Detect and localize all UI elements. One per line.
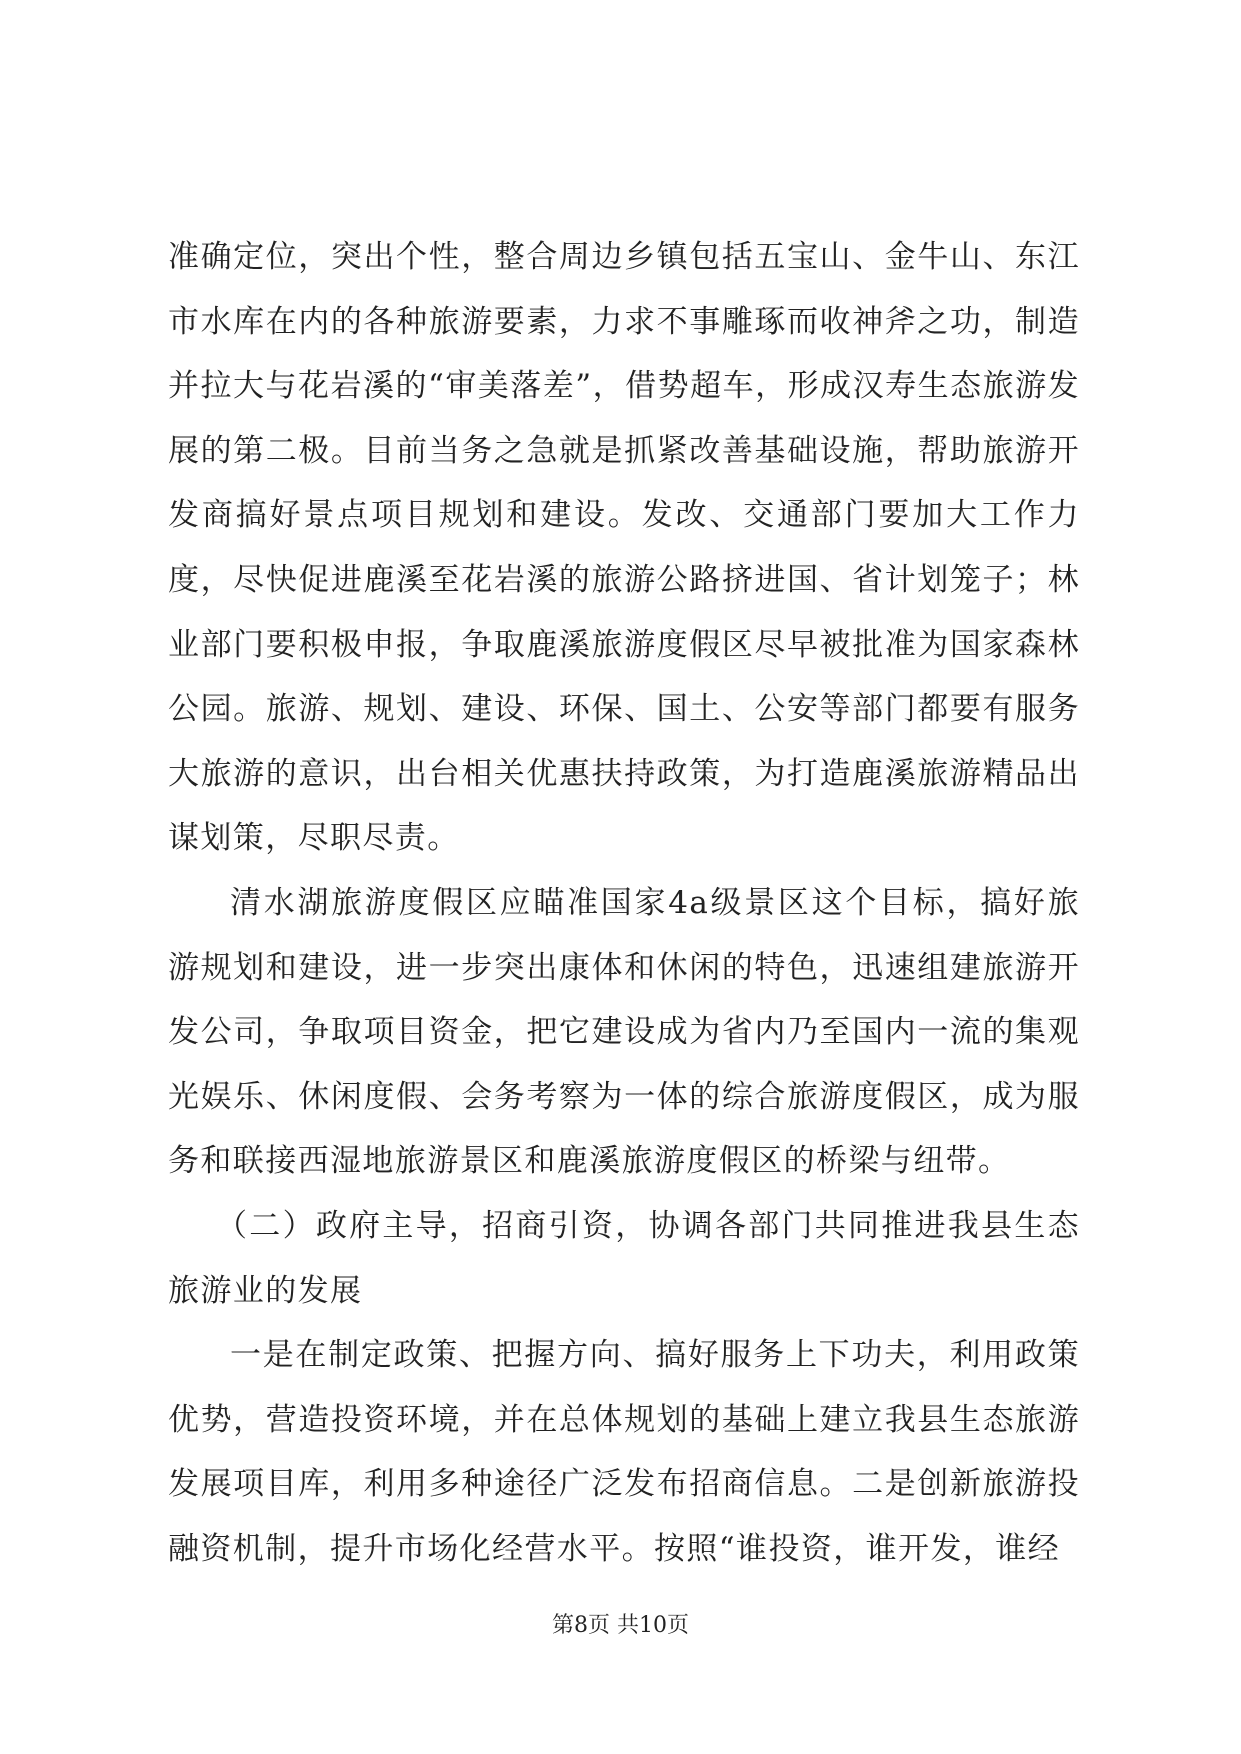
document-body — [168, 225, 1080, 1581]
page-number-footer: 第8页 共10页 — [552, 1613, 689, 1638]
paragraph-qingshuihu: 清水湖旅游度假区应瞄准国家4a级景区这个目标，搞好旅游规划和建设，进一步突出康体和休闲的特色，迅速组建旅游开发公司，争取项目资金，把它建设成为省内乃至国内一流的集观光娱乐、休闲度假、会务考察为一体的综合旅游度假区，成为服务和联接西湿地旅游景区和鹿溪旅游度假区的桥梁与纽带。 — [168, 884, 1080, 1180]
paragraph-continuation: 准确定位，突出个性，整合周边乡镇包括五宝山、金牛山、东江市水库在内的各种旅游要素，力求不事雕琢而收神斧之功，制造并拉大与花岩溪的“审美落差”，借势超车，形成汉寿生态旅游发展的第二极。目前当务之急就是抓紧改善基础设施，帮助旅游开发商搞好景点项目规划和建设。发改、交通部门要加大工作力度，尽快促进鹿溪至花岩溪的旅游公路挤进国、省计划笼子；林业部门要积极申报，争取鹿溪旅游度假区尽早被批准为国家森林公园。旅游、规划、建设、环保、国土、公安等部门都要有服务大旅游的意识，出台相关优惠扶持政策，为打造鹿溪旅游精品出谋划策，尽职尽责。 — [168, 239, 1080, 857]
section-heading-2: （二）政府主导，招商引资，协调各部门共同推进我县生态旅游业的发展 — [168, 1207, 1080, 1309]
paragraph-government-policy: 一是在制定政策、把握方向、搞好服务上下功夫，利用政策优势，营造投资环境，并在总体规划的基础上建立我县生态旅游发展项目库，利用多种途径广泛发布招商信息。二是创新旅游投融资机制，提升市场化经营水平。按照“谁投资，谁开发，谁经 — [168, 1337, 1080, 1567]
